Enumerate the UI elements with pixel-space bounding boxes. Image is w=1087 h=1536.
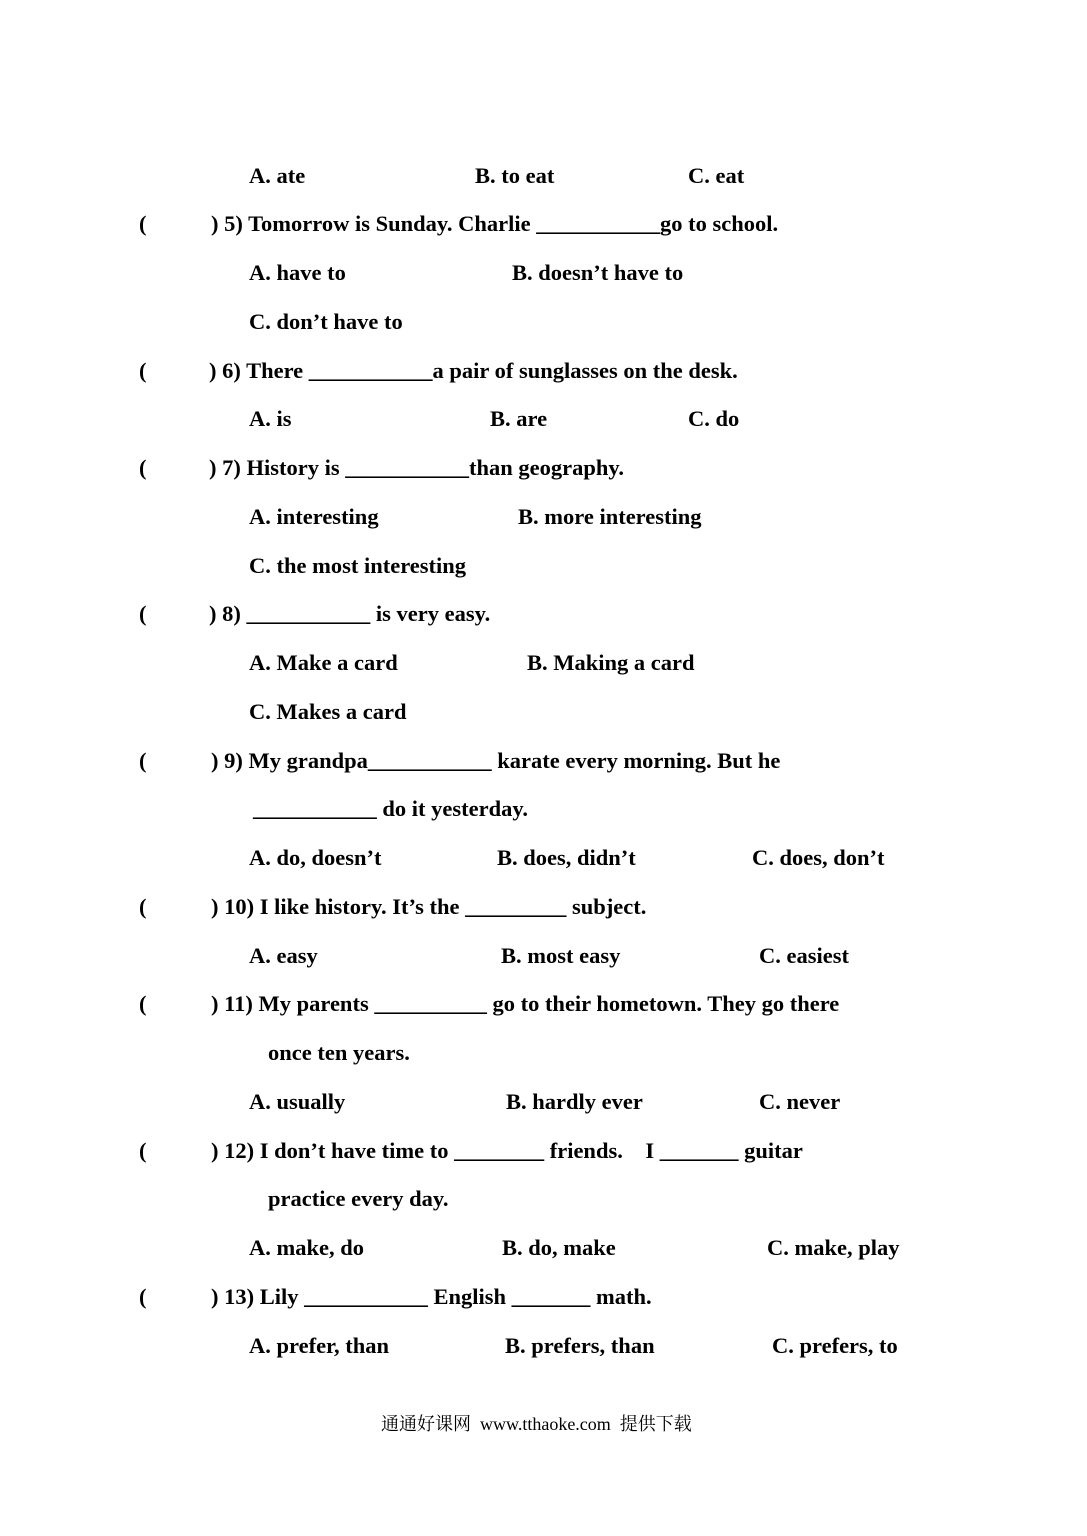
q11-option-c: C. never <box>759 1089 841 1114</box>
q13-option-c: C. prefers, to <box>772 1333 898 1358</box>
q7-option-b: B. more interesting <box>518 504 702 529</box>
q13-stem: ) 13) Lily ___________ English _______ math. <box>211 1284 652 1309</box>
q5-option-c: C. don’t have to <box>249 309 403 334</box>
q5-option-b: B. doesn’t have to <box>512 260 684 285</box>
q11-stem: ) 11) My parents __________ go to their hometown. They go there <box>211 991 840 1016</box>
q13-option-a: A. prefer, than <box>249 1333 389 1358</box>
q10-answer-paren: ( <box>139 894 147 919</box>
q7-stem: ) 7) History is ___________than geography. <box>209 455 625 480</box>
q6-option-b: B. are <box>490 406 548 431</box>
q8-stem: ) 8) ___________ is very easy. <box>209 601 491 626</box>
q13-option-b: B. prefers, than <box>505 1333 655 1358</box>
page-footer: 通通好课网 www.tthaoke.com 提供下载 <box>381 1414 692 1434</box>
q8-option-b: B. Making a card <box>527 650 695 675</box>
q9-stem-continued: ___________ do it yesterday. <box>253 796 528 821</box>
q4-option-b: B. to eat <box>475 163 555 188</box>
q12-option-b: B. do, make <box>502 1235 616 1260</box>
q6-option-a: A. is <box>249 406 292 431</box>
q7-answer-paren: ( <box>139 455 147 480</box>
q6-answer-paren: ( <box>139 358 147 383</box>
q8-answer-paren: ( <box>139 601 147 626</box>
q10-stem: ) 10) I like history. It’s the _________ subject. <box>211 894 647 919</box>
q11-answer-paren: ( <box>139 991 147 1016</box>
q10-option-a: A. easy <box>249 943 318 968</box>
q11-stem-continued: once ten years. <box>268 1040 410 1065</box>
q5-stem: ) 5) Tomorrow is Sunday. Charlie ___________go to school. <box>211 211 779 236</box>
q9-option-a: A. do, doesn’t <box>249 845 382 870</box>
q8-option-c: C. Makes a card <box>249 699 407 724</box>
q12-stem: ) 12) I don’t have time to ________ friends. I _______ guitar <box>211 1138 803 1163</box>
q13-answer-paren: ( <box>139 1284 147 1309</box>
q6-option-c: C. do <box>688 406 740 431</box>
q4-option-a: A. ate <box>249 163 306 188</box>
q9-option-b: B. does, didn’t <box>497 845 636 870</box>
q11-option-a: A. usually <box>249 1089 346 1114</box>
q5-option-a: A. have to <box>249 260 346 285</box>
q12-option-c: C. make, play <box>767 1235 900 1260</box>
q8-option-a: A. Make a card <box>249 650 398 675</box>
q7-option-c: C. the most interesting <box>249 553 467 578</box>
q11-option-b: B. hardly ever <box>506 1089 643 1114</box>
q6-stem: ) 6) There ___________a pair of sunglasses on the desk. <box>209 358 738 383</box>
q10-option-b: B. most easy <box>501 943 621 968</box>
q5-answer-paren: ( <box>139 211 147 236</box>
q10-option-c: C. easiest <box>759 943 849 968</box>
q12-option-a: A. make, do <box>249 1235 365 1260</box>
q9-answer-paren: ( <box>139 748 147 773</box>
q4-option-c: C. eat <box>688 163 745 188</box>
q12-answer-paren: ( <box>139 1138 147 1163</box>
q7-option-a: A. interesting <box>249 504 379 529</box>
q9-option-c: C. does, don’t <box>752 845 885 870</box>
q9-stem: ) 9) My grandpa___________ karate every morning. But he <box>211 748 781 773</box>
q12-stem-continued: practice every day. <box>268 1186 449 1211</box>
